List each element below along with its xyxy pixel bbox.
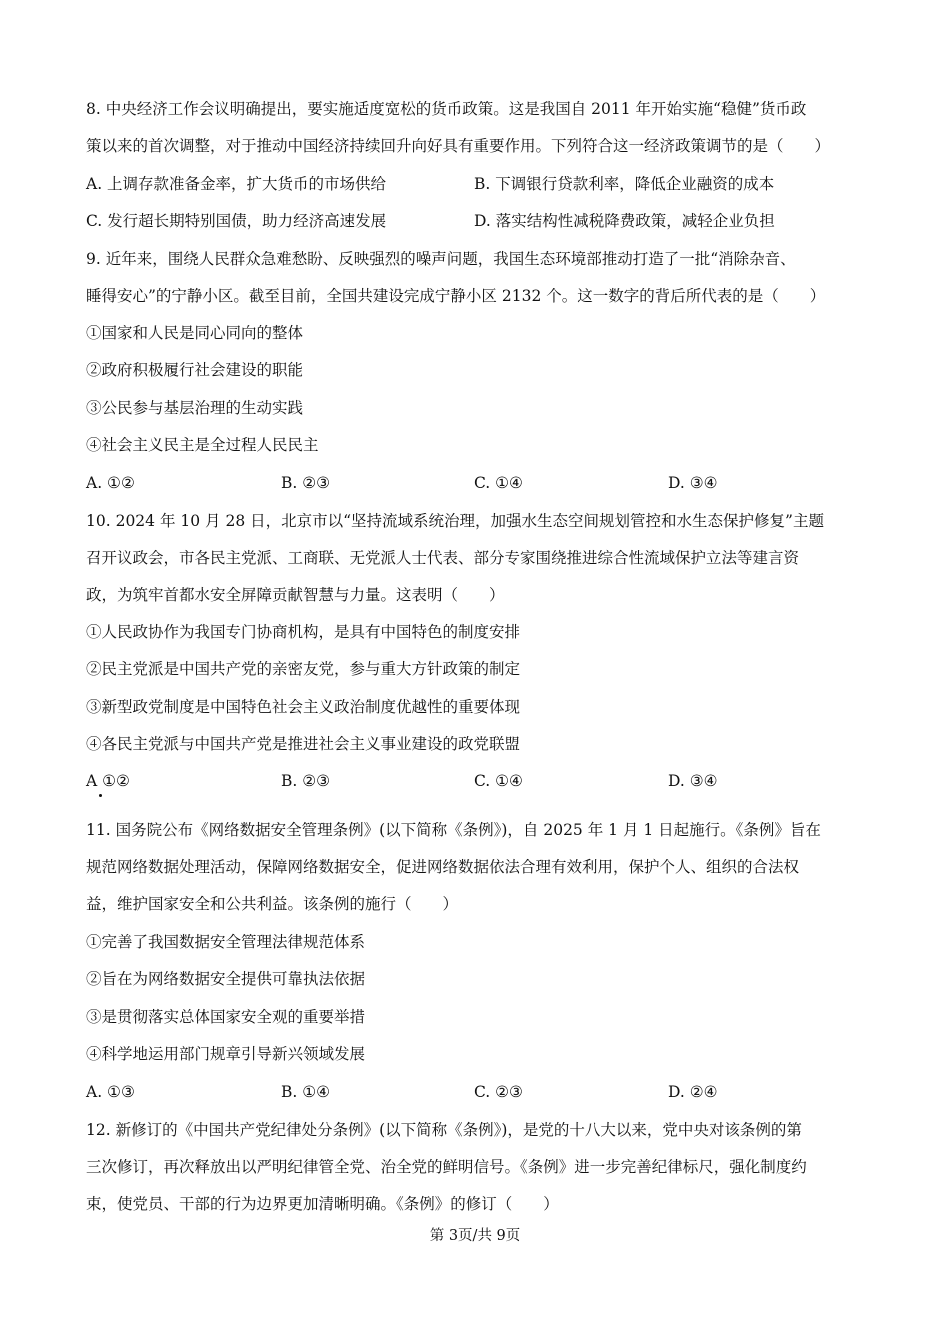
q9-statement-4: ④社会主义民主是全过程人民民主 xyxy=(86,436,319,454)
q9-option-b: B. ②③ xyxy=(281,474,331,492)
q10-statement-1: ①人民政协作为我国专门协商机构，是具有中国特色的制度安排 xyxy=(86,623,521,641)
page-number-footer: 第 3页/共 9页 xyxy=(429,1228,521,1244)
q10-statement-4: ④各民主党派与中国共产党是推进社会主义事业建设的政党联盟 xyxy=(86,735,521,753)
q8-option-c: C. 发行超长期特别国债，助力经济高速发展 xyxy=(86,212,387,230)
q11-stem-line1: 11. 国务院公布《网络数据安全管理条例》(以下简称《条例》)，自 2025 年 1 月 1 日起施行。《条例》旨在 xyxy=(86,821,821,839)
q11-option-d: D. ②④ xyxy=(668,1083,718,1101)
q11-option-b: B. ①④ xyxy=(281,1083,331,1101)
q12-stem-line1: 12. 新修订的《中国共产党纪律处分条例》(以下简称《条例》)，是党的十八大以来，党中央对该条例的第 xyxy=(86,1121,802,1139)
stray-dot-mark xyxy=(99,794,102,797)
q10-statement-2: ②民主党派是中国共产党的亲密友党，参与重大方针政策的制定 xyxy=(86,660,521,678)
q11-stem-line2: 规范网络数据处理活动，保障网络数据安全，促进网络数据依法合理有效利用，保护个人、组织的合法权 xyxy=(86,858,800,876)
q12-stem-line2: 三次修订，再次释放出以严明纪律管全党、治全党的鲜明信号。《条例》进一步完善纪律标尺，强化制度约 xyxy=(86,1158,807,1176)
q11-statement-4: ④科学地运用部门规章引导新兴领域发展 xyxy=(86,1045,366,1063)
q9-stem-line2: 睡得安心”的宁静小区。截至目前，全国共建设完成宁静小区 2132 个。这一数字的背后所代表的是（ ） xyxy=(86,287,826,305)
q12-stem-line3: 束，使党员、干部的行为边界更加清晰明确。《条例》的修订（ ） xyxy=(86,1195,559,1213)
q9-option-a: A. ①② xyxy=(86,474,135,492)
q8-option-a: A. 上调存款准备金率，扩大货币的市场供给 xyxy=(86,175,387,193)
q10-stem-line1: 10. 2024 年 10 月 28 日，北京市以“坚持流域系统治理，加强水生态空间规划管控和水生态保护修复”主题 xyxy=(86,512,824,530)
q11-statement-3: ③是贯彻落实总体国家安全观的重要举措 xyxy=(86,1008,366,1026)
q10-statement-3: ③新型政党制度是中国特色社会主义政治制度优越性的重要体现 xyxy=(86,698,521,716)
q11-statement-1: ①完善了我国数据安全管理法律规范体系 xyxy=(86,933,366,951)
q9-stem-line1: 9. 近年来，围绕人民群众急难愁盼、反映强烈的噪声问题，我国生态环境部推动打造了一批“消除杂音、 xyxy=(86,250,796,268)
q10-stem-line3: 政，为筑牢首都水安全屏障贡献智慧与力量。这表明（ ） xyxy=(86,586,505,604)
q8-stem-line1: 8. 中央经济工作会议明确提出，要实施适度宽松的货币政策。这是我国自 2011 年开始实施“稳健”货币政 xyxy=(86,100,807,118)
q9-option-d: D. ③④ xyxy=(668,474,718,492)
q8-option-d: D. 落实结构性减税降费政策，减轻企业负担 xyxy=(474,212,775,230)
q10-stem-line2: 召开议政会，市各民主党派、工商联、无党派人士代表、部分专家围绕推进综合性流域保护立法等建言资 xyxy=(86,549,800,567)
q9-option-c: C. ①④ xyxy=(474,474,523,492)
q11-option-a: A. ①③ xyxy=(86,1083,135,1101)
q10-option-c: C. ①④ xyxy=(474,772,523,790)
q9-statement-3: ③公民参与基层治理的生动实践 xyxy=(86,399,304,417)
q10-option-d: D. ③④ xyxy=(668,772,718,790)
q8-stem-line2: 策以来的首次调整，对于推动中国经济持续回升向好具有重要作用。下列符合这一经济政策调节的是（ ） xyxy=(86,137,831,155)
q9-statement-2: ②政府积极履行社会建设的职能 xyxy=(86,361,304,379)
q8-option-b: B. 下调银行贷款利率，降低企业融资的成本 xyxy=(474,175,775,193)
q11-statement-2: ②旨在为网络数据安全提供可靠执法依据 xyxy=(86,970,366,988)
q11-option-c: C. ②③ xyxy=(474,1083,523,1101)
q9-statement-1: ①国家和人民是同心同向的整体 xyxy=(86,324,304,342)
q10-option-a: A ①② xyxy=(86,772,130,790)
q11-stem-line3: 益，维护国家安全和公共利益。该条例的施行（ ） xyxy=(86,895,459,913)
q10-option-b: B. ②③ xyxy=(281,772,331,790)
